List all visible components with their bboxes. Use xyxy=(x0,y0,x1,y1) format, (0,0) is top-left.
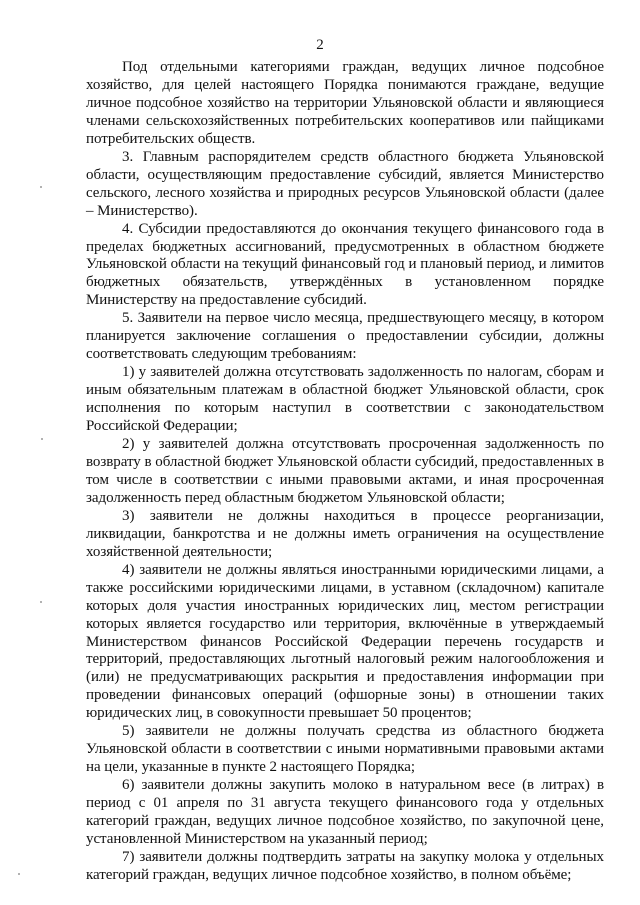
paragraph-4-subsidy-terms: 4. Субсидии предоставляются до окончания текущего финансового года в пределах бюджетных ассигнований, предусмотренных в областном бюджете Ульяновской области на текущий финансовый год и плановый период, и лимитов бюджетных обязательств, утверждённых в установленном порядке Министерству на предоставление субсидий. xyxy=(86,220,604,309)
page-number: 2 xyxy=(316,37,324,53)
scan-artifact xyxy=(40,601,42,603)
requirement-1-no-tax-debt: 1) у заявителей должна отсутствовать задолженность по налогам, сборам и иным обязательным платежам в областной бюджет Ульяновской области, срок исполнения по которым наступил в соответствии с законодательством Российской Федерации; xyxy=(86,364,604,435)
scan-artifact xyxy=(40,186,42,188)
requirement-3-no-reorganization: 3) заявители не должны находиться в процессе реорганизации, ликвидации, банкротства и не должны иметь ограничения на осуществление хозяйственной деятельности; xyxy=(86,507,604,560)
scan-artifact xyxy=(18,873,20,875)
paragraph-category-definition: Под отдельными категориями граждан, ведущих личное подсобное хозяйство, для целей настоящего Порядка понимаются граждане, ведущие личное подсобное хозяйство на территории Ульяновской области и являющиеся членами сельскохозяйственных потребительских кооперативов или пайщиками потребительских обществ. xyxy=(86,59,604,147)
requirement-5-no-other-funding: 5) заявители не должны получать средства из областного бюджета Ульяновской области в соответствии с иными нормативными правовыми актами на цели, указанные в пункте 2 настоящего Порядка; xyxy=(86,723,604,776)
requirement-6-milk-purchase: 6) заявители должны закупить молоко в натуральном весе (в литрах) в период с 01 апреля по 31 августа текущего финансового года у отдельных категорий граждан, ведущих личное подсобное хозяйство, по закупочной цене, установленной Министерством на указанный период; xyxy=(86,777,604,847)
paragraph-5-requirements-intro: 5. Заявители на первое число месяца, предшествующего месяцу, в котором планируется заключение соглашения о предоставлении субсидии, должны соответствовать следующим требованиям: xyxy=(86,310,604,363)
scan-artifact xyxy=(41,438,43,440)
requirement-4-not-foreign-entity: 4) заявители не должны являться иностранными юридическими лицами, а также российскими юридическими лицами, в уставном (складочном) капитале которых доля участия иностранных юридических лиц, местом регистрации которых является государство или территория, включённые в утверждаемый Министерством финансов Российской Федерации перечень государств и территорий, предоставляющих льготный налоговый режим налогообложения и (или) не предусматривающих раскрытия и предоставления информации при проведении финансовых операций (офшорные зоны) в отношении таких юридических лиц, в совокупности превышает 50 процентов; xyxy=(86,561,604,722)
paragraph-3-main-administrator: 3. Главным распорядителем средств областного бюджета Ульяновской области, осуществляющим предоставление субсидий, является Министерство сельского, лесного хозяйства и природных ресурсов Ульяновской области (далее – Министерство). xyxy=(86,148,604,219)
document-body xyxy=(86,59,604,885)
requirement-2-no-overdue-debt: 2) у заявителей должна отсутствовать просроченная задолженность по возврату в областной бюджет Ульяновской области субсидий, предоставленных в том числе в соответствии с иными правовыми актами, и иная просроченная задолженность перед областным бюджетом Ульяновской области; xyxy=(86,436,604,506)
requirement-7-confirm-costs: 7) заявители должны подтвердить затраты на закупку молока у отдельных категорий граждан, ведущих личное подсобное хозяйство, в полном объёме; xyxy=(86,848,604,883)
